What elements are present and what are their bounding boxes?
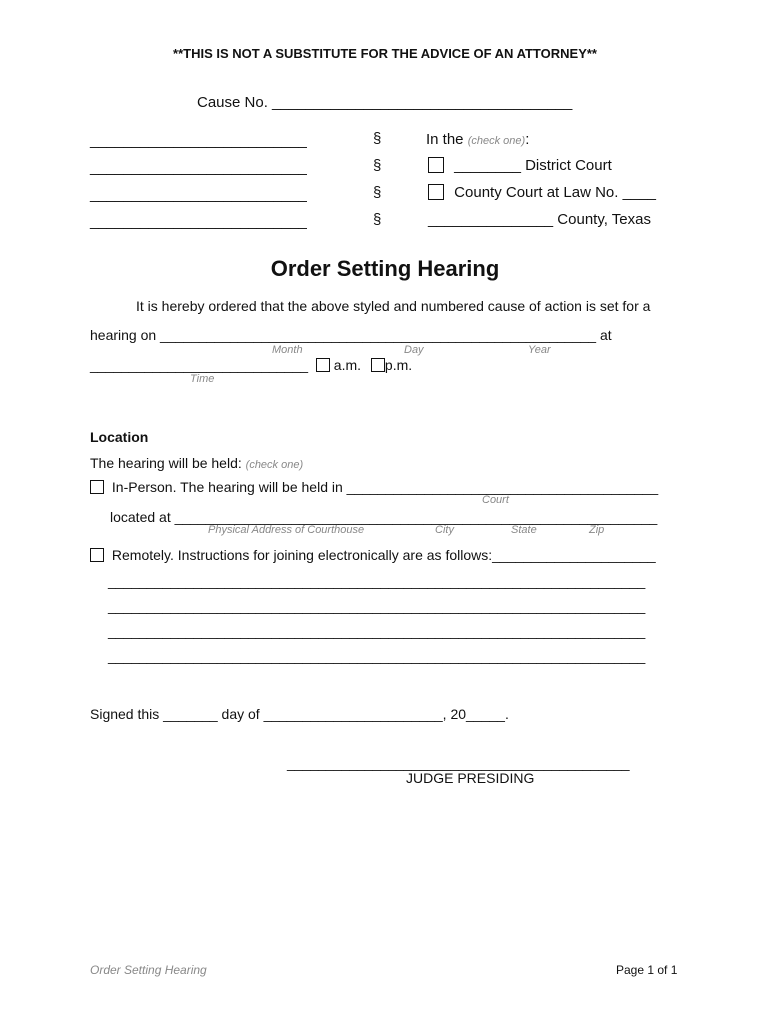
am-label: a.m. [333,357,362,373]
disclaimer: **THIS IS NOT A SUBSTITUTE FOR THE ADVICE OF AN ATTORNEY** [173,46,597,61]
zip-hint: Zip [589,524,605,536]
instruction-line-2[interactable]: _____________________________________________________________________ [108,598,646,614]
day-hint: Day [404,344,424,356]
check-one-hint: (check one) [245,459,304,471]
footer-title: Order Setting Hearing [90,963,207,977]
party-line-3[interactable]: __________________________ [90,186,307,203]
instruction-line-3[interactable]: _____________________________________________________________________ [108,623,646,639]
signature-line[interactable]: ____________________________________________ [287,755,630,771]
district-court-label: ________ District Court [454,157,612,174]
section-symbol: § [373,130,382,147]
judge-presiding-label: JUDGE PRESIDING [406,770,535,786]
in-person-option[interactable] [90,479,658,495]
section-symbol: § [373,184,382,201]
party-line-1[interactable]: __________________________ [90,132,307,149]
in-person-label: In-Person. The hearing will be held in ________________________________________ [111,479,659,495]
section-symbol: § [373,211,382,228]
city-hint: City [435,524,454,536]
remote-label: Remotely. Instructions for joining electronically are as follows:_____________________ [111,547,656,563]
hearing-date-field[interactable]: hearing on ________________________________________________________ at [90,327,612,343]
county-court-option[interactable] [428,184,656,201]
address-hint: Physical Address of Courthouse [208,524,365,536]
pm-label: p.m. [384,357,413,373]
cause-number-field[interactable]: Cause No. ____________________________________ [197,94,573,111]
party-line-4[interactable]: __________________________ [90,213,307,230]
location-intro-text: The hearing will be held: [90,455,242,471]
instruction-line-1[interactable]: _____________________________________________________________________ [108,573,646,589]
in-the-text: In the [426,131,464,148]
page-number: Page 1 of 1 [616,963,678,977]
time-row [90,357,412,373]
time-hint: Time [190,373,215,385]
in-the-label [426,131,529,148]
location-heading: Location [90,429,149,445]
location-intro [90,455,303,471]
state-hint: State [511,524,537,536]
party-line-2[interactable]: __________________________ [90,159,307,176]
time-field[interactable]: ____________________________ [90,357,309,373]
district-court-option[interactable] [428,157,612,174]
in-the-colon: : [525,131,530,148]
month-hint: Month [272,344,303,356]
page-title: Order Setting Hearing [270,256,500,281]
remote-option[interactable] [90,547,656,563]
remote-checkbox[interactable] [90,548,104,562]
am-checkbox[interactable] [316,358,330,372]
instruction-line-4[interactable]: _____________________________________________________________________ [108,648,646,664]
county-court-checkbox[interactable] [428,184,444,200]
county-texas-field[interactable]: _______________ County, Texas [428,211,651,228]
in-person-checkbox[interactable] [90,480,104,494]
order-text: It is hereby ordered that the above styled and numbered cause of action is set for a [136,298,651,314]
county-court-label: County Court at Law No. ____ [454,184,656,201]
court-hint: Court [482,494,509,506]
district-court-checkbox[interactable] [428,157,444,173]
section-symbol: § [373,157,382,174]
pm-checkbox[interactable] [371,358,385,372]
located-at-field[interactable]: located at ______________________________________________________________ [110,509,658,525]
signed-date-field[interactable]: Signed this _______ day of _______________________, 20_____. [90,706,509,722]
check-one-hint: (check one) [467,135,526,147]
year-hint: Year [528,344,551,356]
